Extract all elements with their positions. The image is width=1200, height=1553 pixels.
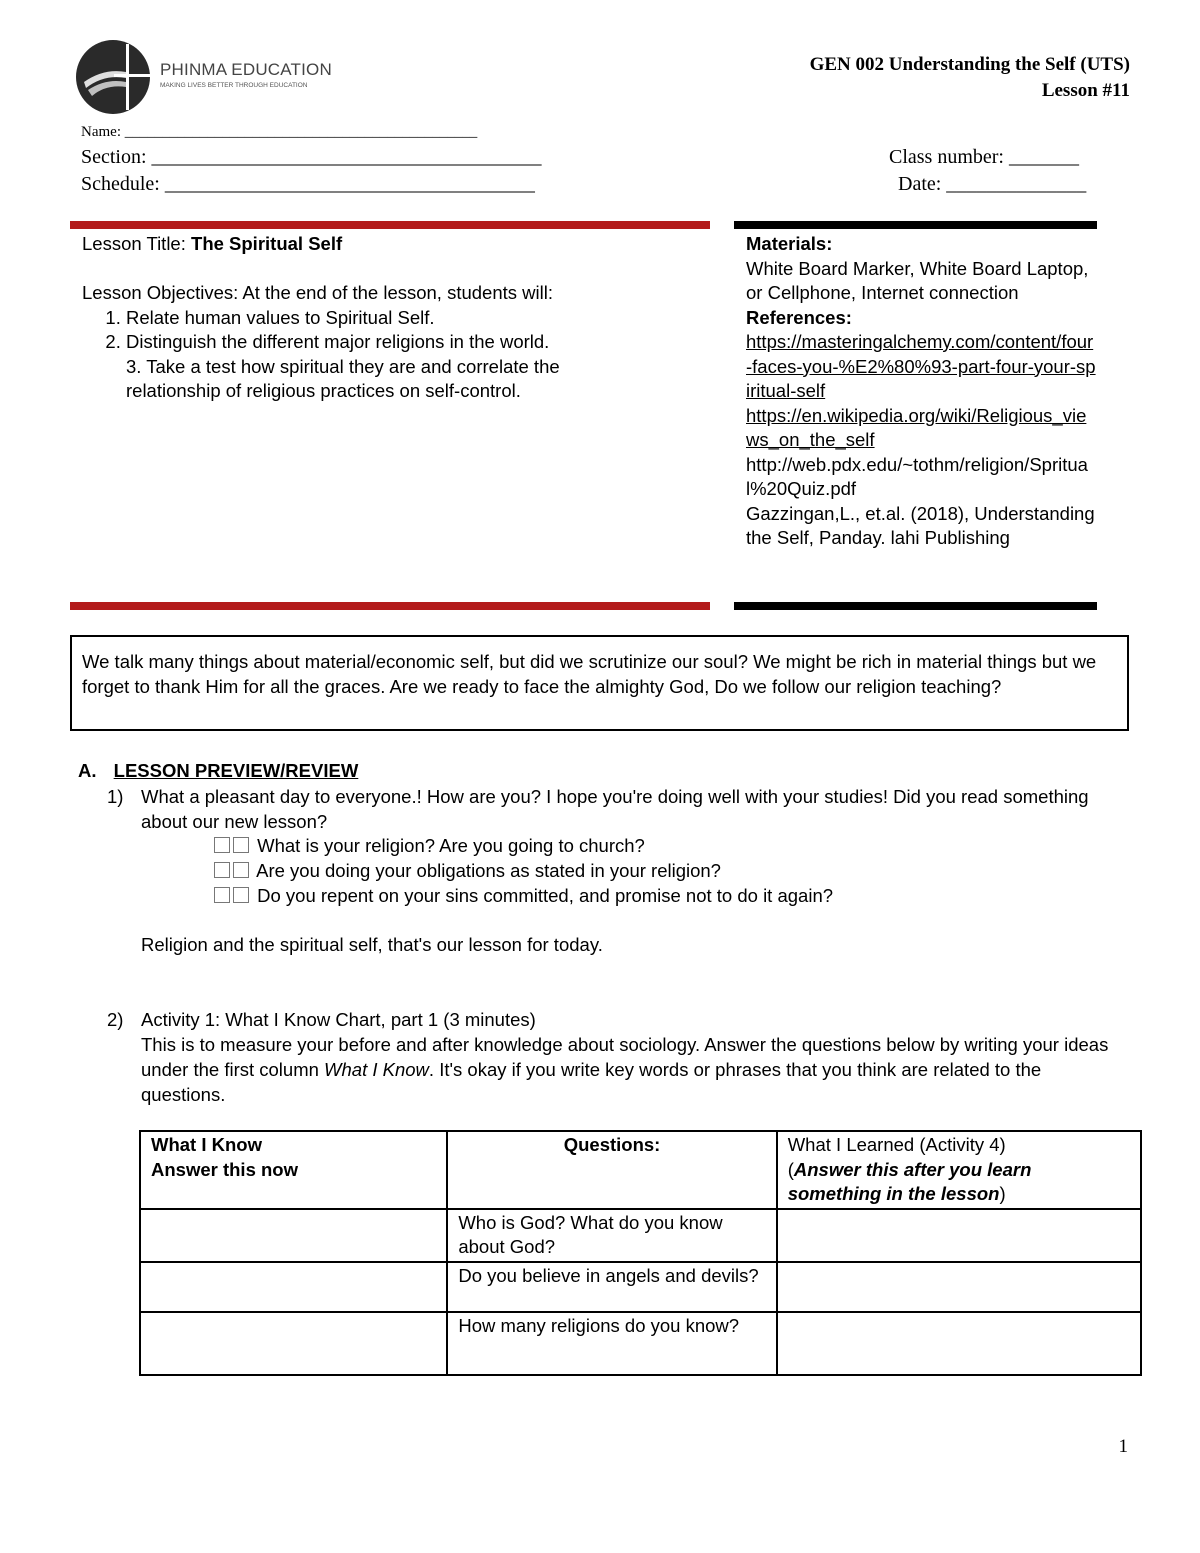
reference-book: Gazzingan,L., et.al. (2018), Understanding the Self, Panday. lahi Publishing xyxy=(746,502,1095,548)
activity-1-text-before: This is to measure your before and after knowledge about sociology. Answer the questions below by writing your ideas under the first column xyxy=(141,1034,1109,1080)
what-i-know-answer-cell[interactable] xyxy=(140,1209,447,1262)
phinma-logo-icon xyxy=(74,38,152,116)
preview-question xyxy=(214,884,1094,909)
question-cell: How many religions do you know? xyxy=(447,1312,776,1375)
what-i-know-chart xyxy=(139,1130,1142,1376)
reference-link-3[interactable]: http://web.pdx.edu/~tothm/religion/Spritual%20Quiz.pdf xyxy=(746,453,1088,499)
logo-tagline: MAKING LIVES BETTER THROUGH EDUCATION xyxy=(160,82,308,89)
col-what-i-learned-title: What I Learned (Activity 4) xyxy=(787,1134,1006,1155)
references-heading: References: xyxy=(746,306,852,328)
objective-item: 1. Relate human values to Spiritual Self. xyxy=(126,306,702,331)
logo xyxy=(74,38,334,118)
materials-heading: Materials: xyxy=(746,233,833,254)
objective-3-number: 3. xyxy=(126,355,142,377)
materials-bottom-divider xyxy=(734,602,1097,610)
col-what-i-know-title: What I Know xyxy=(151,1134,262,1155)
preview-question xyxy=(214,834,1094,859)
activity-1-number: 2) xyxy=(107,1009,124,1030)
what-i-learned-answer-cell[interactable] xyxy=(777,1312,1141,1375)
schedule-field[interactable]: Schedule: _____________________________________ xyxy=(81,173,535,195)
class-number-field[interactable]: Class number: _______ xyxy=(889,146,1079,168)
lesson-bottom-divider xyxy=(70,602,710,610)
lesson-top-divider xyxy=(70,221,710,229)
logo-name: PHINMA EDUCATION xyxy=(160,60,332,79)
section-a-title: LESSON PREVIEW/REVIEW xyxy=(113,760,359,781)
col-what-i-learned-header xyxy=(777,1131,1141,1209)
col-what-i-know-sub: Answer this now xyxy=(151,1158,298,1180)
objective-item: 2. Distinguish the different major religions in the world. xyxy=(126,330,702,355)
col-what-i-know-header xyxy=(140,1131,447,1209)
reference-link-2[interactable]: https://en.wikipedia.org/wiki/Religious_views_on_the_self xyxy=(746,404,1087,450)
intro-text: We talk many things about material/economic self, but did we scrutinize our soul? We might be rich in material things but we forget to thank Him for all the graces. Are we ready to face the almighty God, Do we follow our religion teaching? xyxy=(82,651,1097,697)
activity-1-text-after: . It's okay if you write key words or phrases that you think are related to the questions. xyxy=(141,1058,1042,1105)
lesson-title-label: Lesson Title: xyxy=(82,233,192,254)
preview-closing: Religion and the spiritual self, that's our lesson for today. xyxy=(141,934,603,955)
checkbox-icon xyxy=(214,887,230,903)
what-i-learned-answer-cell[interactable] xyxy=(777,1262,1141,1312)
table-row xyxy=(140,1209,1141,1262)
preview-questions xyxy=(214,834,1094,908)
objective-3-text: Take a test how spiritual they are and correlate the xyxy=(146,355,560,377)
chart-header-row xyxy=(140,1131,1141,1209)
col-sub-close-paren: ) xyxy=(999,1183,1006,1204)
preview-question xyxy=(214,859,1094,884)
preview-question-text: Are you doing your obligations as stated in your religion? xyxy=(256,859,721,881)
col-what-i-learned-sub: Answer this after you learn something in the lesson xyxy=(787,1158,1032,1204)
objectives-intro: Lesson Objectives: At the end of the lesson, students will: xyxy=(82,282,553,303)
name-field[interactable]: Name: _______________________________________________ xyxy=(81,124,478,140)
question-cell: Do you believe in angels and devils? xyxy=(447,1262,776,1312)
activity-1-instructions xyxy=(141,1033,1111,1107)
col-sub-open-paren: ( xyxy=(787,1158,794,1180)
what-i-know-answer-cell[interactable] xyxy=(140,1262,447,1312)
preview-question-text: Do you repent on your sins committed, and promise not to do it again? xyxy=(257,884,834,906)
preview-item-1-number: 1) xyxy=(107,786,124,807)
activity-1-title: Activity 1: What I Know Chart, part 1 (3 minutes) xyxy=(141,1009,536,1030)
section-a-heading xyxy=(78,759,358,784)
objective-item-3 xyxy=(82,355,702,380)
checkbox-icon xyxy=(233,887,249,903)
question-cell: Who is God? What do you know about God? xyxy=(447,1209,776,1262)
col-what-i-learned-sub-wrap xyxy=(788,1158,1130,1207)
table-row xyxy=(140,1312,1141,1375)
table-row xyxy=(140,1262,1141,1312)
date-field[interactable]: Date: ______________ xyxy=(898,173,1087,195)
section-a-letter: A. xyxy=(78,760,97,781)
course-title: GEN 002 Understanding the Self (UTS) xyxy=(809,54,1130,75)
course-header xyxy=(810,52,1130,104)
materials-top-divider xyxy=(734,221,1097,229)
section-field[interactable]: Section: _______________________________________ xyxy=(81,146,542,168)
lesson-number: Lesson #11 xyxy=(1041,80,1130,101)
objectives-list xyxy=(82,306,702,355)
col-questions-header: Questions: xyxy=(447,1131,776,1209)
lesson-title xyxy=(82,232,702,257)
lesson-info xyxy=(82,232,702,404)
checkbox-icon xyxy=(214,862,230,878)
checkbox-icon xyxy=(233,862,249,878)
preview-item-1-text: What a pleasant day to everyone.! How are you? I hope you're doing well with your studies! Did you read something about our new lesson? xyxy=(141,786,1089,832)
reference-link-1[interactable]: https://masteringalchemy.com/content/four-faces-you-%E2%80%93-part-four-your-spiritual-self xyxy=(746,331,1096,401)
what-i-learned-answer-cell[interactable] xyxy=(777,1209,1141,1262)
preview-question-text: What is your religion? Are you going to church? xyxy=(257,835,645,856)
what-i-know-answer-cell[interactable] xyxy=(140,1312,447,1375)
lesson-title-value: The Spiritual Self xyxy=(191,233,343,254)
checkbox-icon xyxy=(214,837,230,853)
page-number: 1 xyxy=(1118,1436,1128,1457)
objective-3-continuation: relationship of religious practices on self-control. xyxy=(126,380,521,401)
materials-panel xyxy=(746,232,1098,551)
intro-box xyxy=(70,635,1129,731)
checkbox-icon xyxy=(233,837,249,853)
materials-text: White Board Marker, White Board Laptop, or Cellphone, Internet connection xyxy=(746,257,1089,303)
activity-1-emphasis: What I Know xyxy=(324,1058,429,1080)
